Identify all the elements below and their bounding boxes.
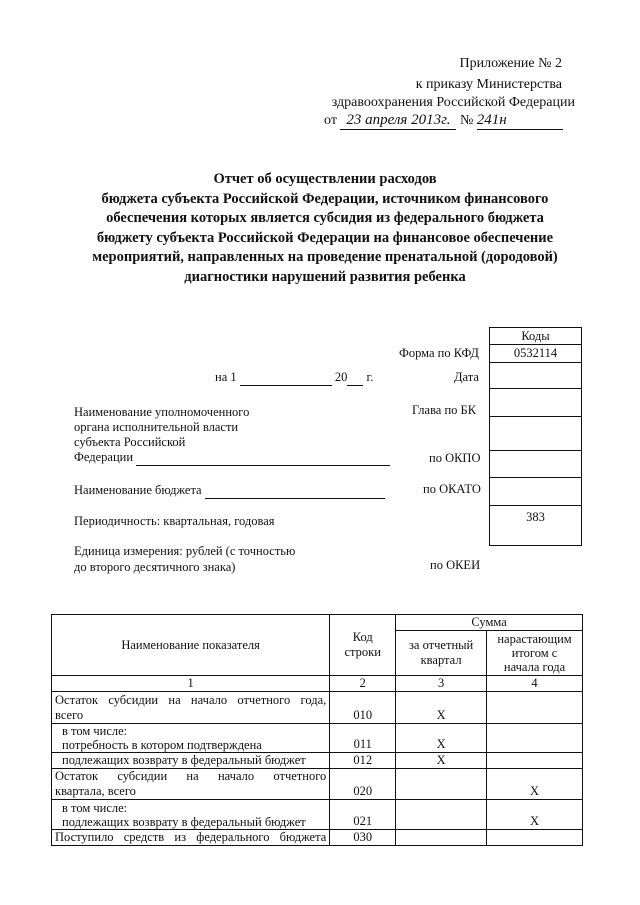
title-line-3: обеспечения которых является субсидия из федерального бюджета	[106, 210, 544, 226]
row-value-cumulative	[487, 753, 583, 769]
table-row	[52, 692, 583, 724]
row-name	[52, 769, 330, 800]
row-value-cumulative: X	[487, 800, 583, 830]
row-name: Поступило средств из федерального бюджета	[52, 830, 330, 846]
table-row	[52, 830, 583, 846]
header-cumulative	[487, 631, 583, 676]
row-name-line-2: подлежащих возврату в федеральный бюджет	[62, 814, 306, 829]
handwritten-number: 241н	[477, 112, 563, 130]
form-code-cell: 0532114	[490, 345, 582, 363]
budget-name-line	[74, 483, 385, 499]
date-label: Дата	[454, 370, 479, 384]
row-value-cumulative	[487, 692, 583, 724]
budget-name-label: Наименование бюджета	[74, 483, 202, 497]
title-line-5: мероприятий, направленных на проведение пренатальной (дородовой)	[92, 249, 558, 265]
table-row	[52, 753, 583, 769]
unit-line-1: Единица измерения: рублей (с точностью	[74, 544, 296, 558]
title-line-1: Отчет об осуществлении расходов	[213, 171, 437, 187]
row-name-line-2: потребность в котором подтверждена	[62, 738, 262, 752]
org-name-label	[74, 405, 390, 466]
row-code: 021	[330, 800, 396, 830]
budget-name-blank	[205, 483, 385, 499]
header-reporting-quarter	[396, 631, 487, 676]
year-blank	[347, 370, 363, 386]
okato-code-cell	[490, 451, 582, 478]
row-value-quarter	[396, 769, 487, 800]
periodicity: Периодичность: квартальная, годовая	[74, 514, 275, 528]
glava-code-cell	[490, 389, 582, 417]
header-code-line-1: Код	[352, 630, 373, 644]
appendix-line-2: к приказу Министерства	[415, 77, 562, 92]
table-row	[52, 800, 583, 830]
column-numbers-row	[52, 676, 583, 692]
appendix-line-1: Приложение № 2	[459, 56, 562, 71]
row-name: подлежащих возврату в федеральный бюджет	[52, 753, 330, 769]
row-name	[52, 800, 330, 830]
handwritten-date: 23 апреля 2013г.	[340, 112, 456, 130]
on-date-line	[215, 370, 373, 386]
header-cumulative-line-3: начала года	[503, 660, 566, 674]
appendix-line-3: здравоохранения Российской Федерации	[331, 95, 575, 110]
row-code: 010	[330, 692, 396, 724]
row-value-cumulative	[487, 830, 583, 846]
row-value-quarter: X	[396, 753, 487, 769]
org-name-line-4: Федерации	[74, 450, 134, 464]
codes-header: Коды	[490, 328, 582, 345]
row-name-line-1: Остаток субсидии на начало отчетного года,	[55, 692, 327, 707]
report-title	[60, 170, 590, 287]
periodicity-code-cell	[490, 478, 582, 506]
title-line-4: бюджету субъекта Российской Федерации на финансовое обеспечение	[96, 229, 554, 246]
row-name-line-2: всего	[55, 707, 84, 722]
org-name-line-3: субъекта Российской	[74, 435, 186, 449]
glava-bk-label: Глава по БК	[412, 403, 477, 417]
number-label: №	[459, 113, 474, 128]
col-number: 3	[396, 676, 487, 692]
date-blank	[240, 370, 332, 386]
title-line-2: бюджета субъекта Российской Федерации, источником финансового	[101, 190, 549, 207]
header-quarter-line-2: квартал	[420, 653, 462, 667]
row-code: 020	[330, 769, 396, 800]
date-code-cell	[490, 363, 582, 389]
header-cumulative-line-2: итогом с	[511, 646, 558, 660]
unit-label	[74, 543, 295, 575]
header-indicator-name: Наименование показателя	[52, 615, 330, 676]
org-name-line-1: Наименование уполномоченного	[74, 405, 250, 419]
codes-table	[489, 327, 582, 546]
org-name-blank	[136, 450, 390, 466]
row-name-line-2: квартала, всего	[55, 784, 136, 798]
row-value-quarter	[396, 830, 487, 846]
header-code-line-2: строки	[344, 645, 381, 659]
row-code: 030	[330, 830, 396, 846]
okei-code-cell: 383	[490, 506, 582, 546]
col-number: 1	[52, 676, 330, 692]
on-date-prefix: на 1	[215, 370, 237, 384]
table-row	[52, 769, 583, 800]
row-value-quarter: X	[396, 692, 487, 724]
col-number: 4	[487, 676, 583, 692]
header-quarter-line-1: за отчетный	[408, 638, 474, 652]
row-name-line-1: в том числе:	[62, 724, 128, 738]
row-name-line-1: в том числе:	[62, 800, 128, 815]
row-value-cumulative: X	[487, 769, 583, 800]
year-suffix: г.	[366, 370, 374, 384]
org-name-line-2: органа исполнительной власти	[74, 420, 239, 434]
expenses-table	[51, 614, 583, 846]
unit-line-2: до второго десятичного знака)	[74, 560, 236, 574]
table-row	[52, 724, 583, 753]
col-number: 2	[330, 676, 396, 692]
year-prefix: 20	[334, 370, 348, 384]
title-line-6: диагностики нарушений развития ребенка	[184, 268, 466, 285]
header-cumulative-line-1: нарастающим	[497, 632, 572, 646]
row-name	[52, 724, 330, 753]
row-value-quarter: X	[396, 724, 487, 753]
row-name	[52, 692, 330, 724]
appendix-date-line	[324, 112, 563, 130]
okpo-label: по ОКПО	[429, 451, 481, 465]
row-code: 011	[330, 724, 396, 753]
okei-label: по ОКЕИ	[430, 558, 481, 572]
row-value-cumulative	[487, 724, 583, 753]
okpo-code-cell	[490, 417, 582, 451]
row-value-quarter	[396, 800, 487, 830]
row-name-line-1: Остаток субсидии на начало отчетного	[55, 769, 327, 783]
form-kfd-label: Форма по КФД	[399, 346, 479, 360]
row-code: 012	[330, 753, 396, 769]
from-label: от	[324, 113, 337, 128]
header-sum: Сумма	[396, 615, 583, 631]
okato-label: по ОКАТО	[423, 482, 481, 496]
header-row-code	[330, 615, 396, 676]
